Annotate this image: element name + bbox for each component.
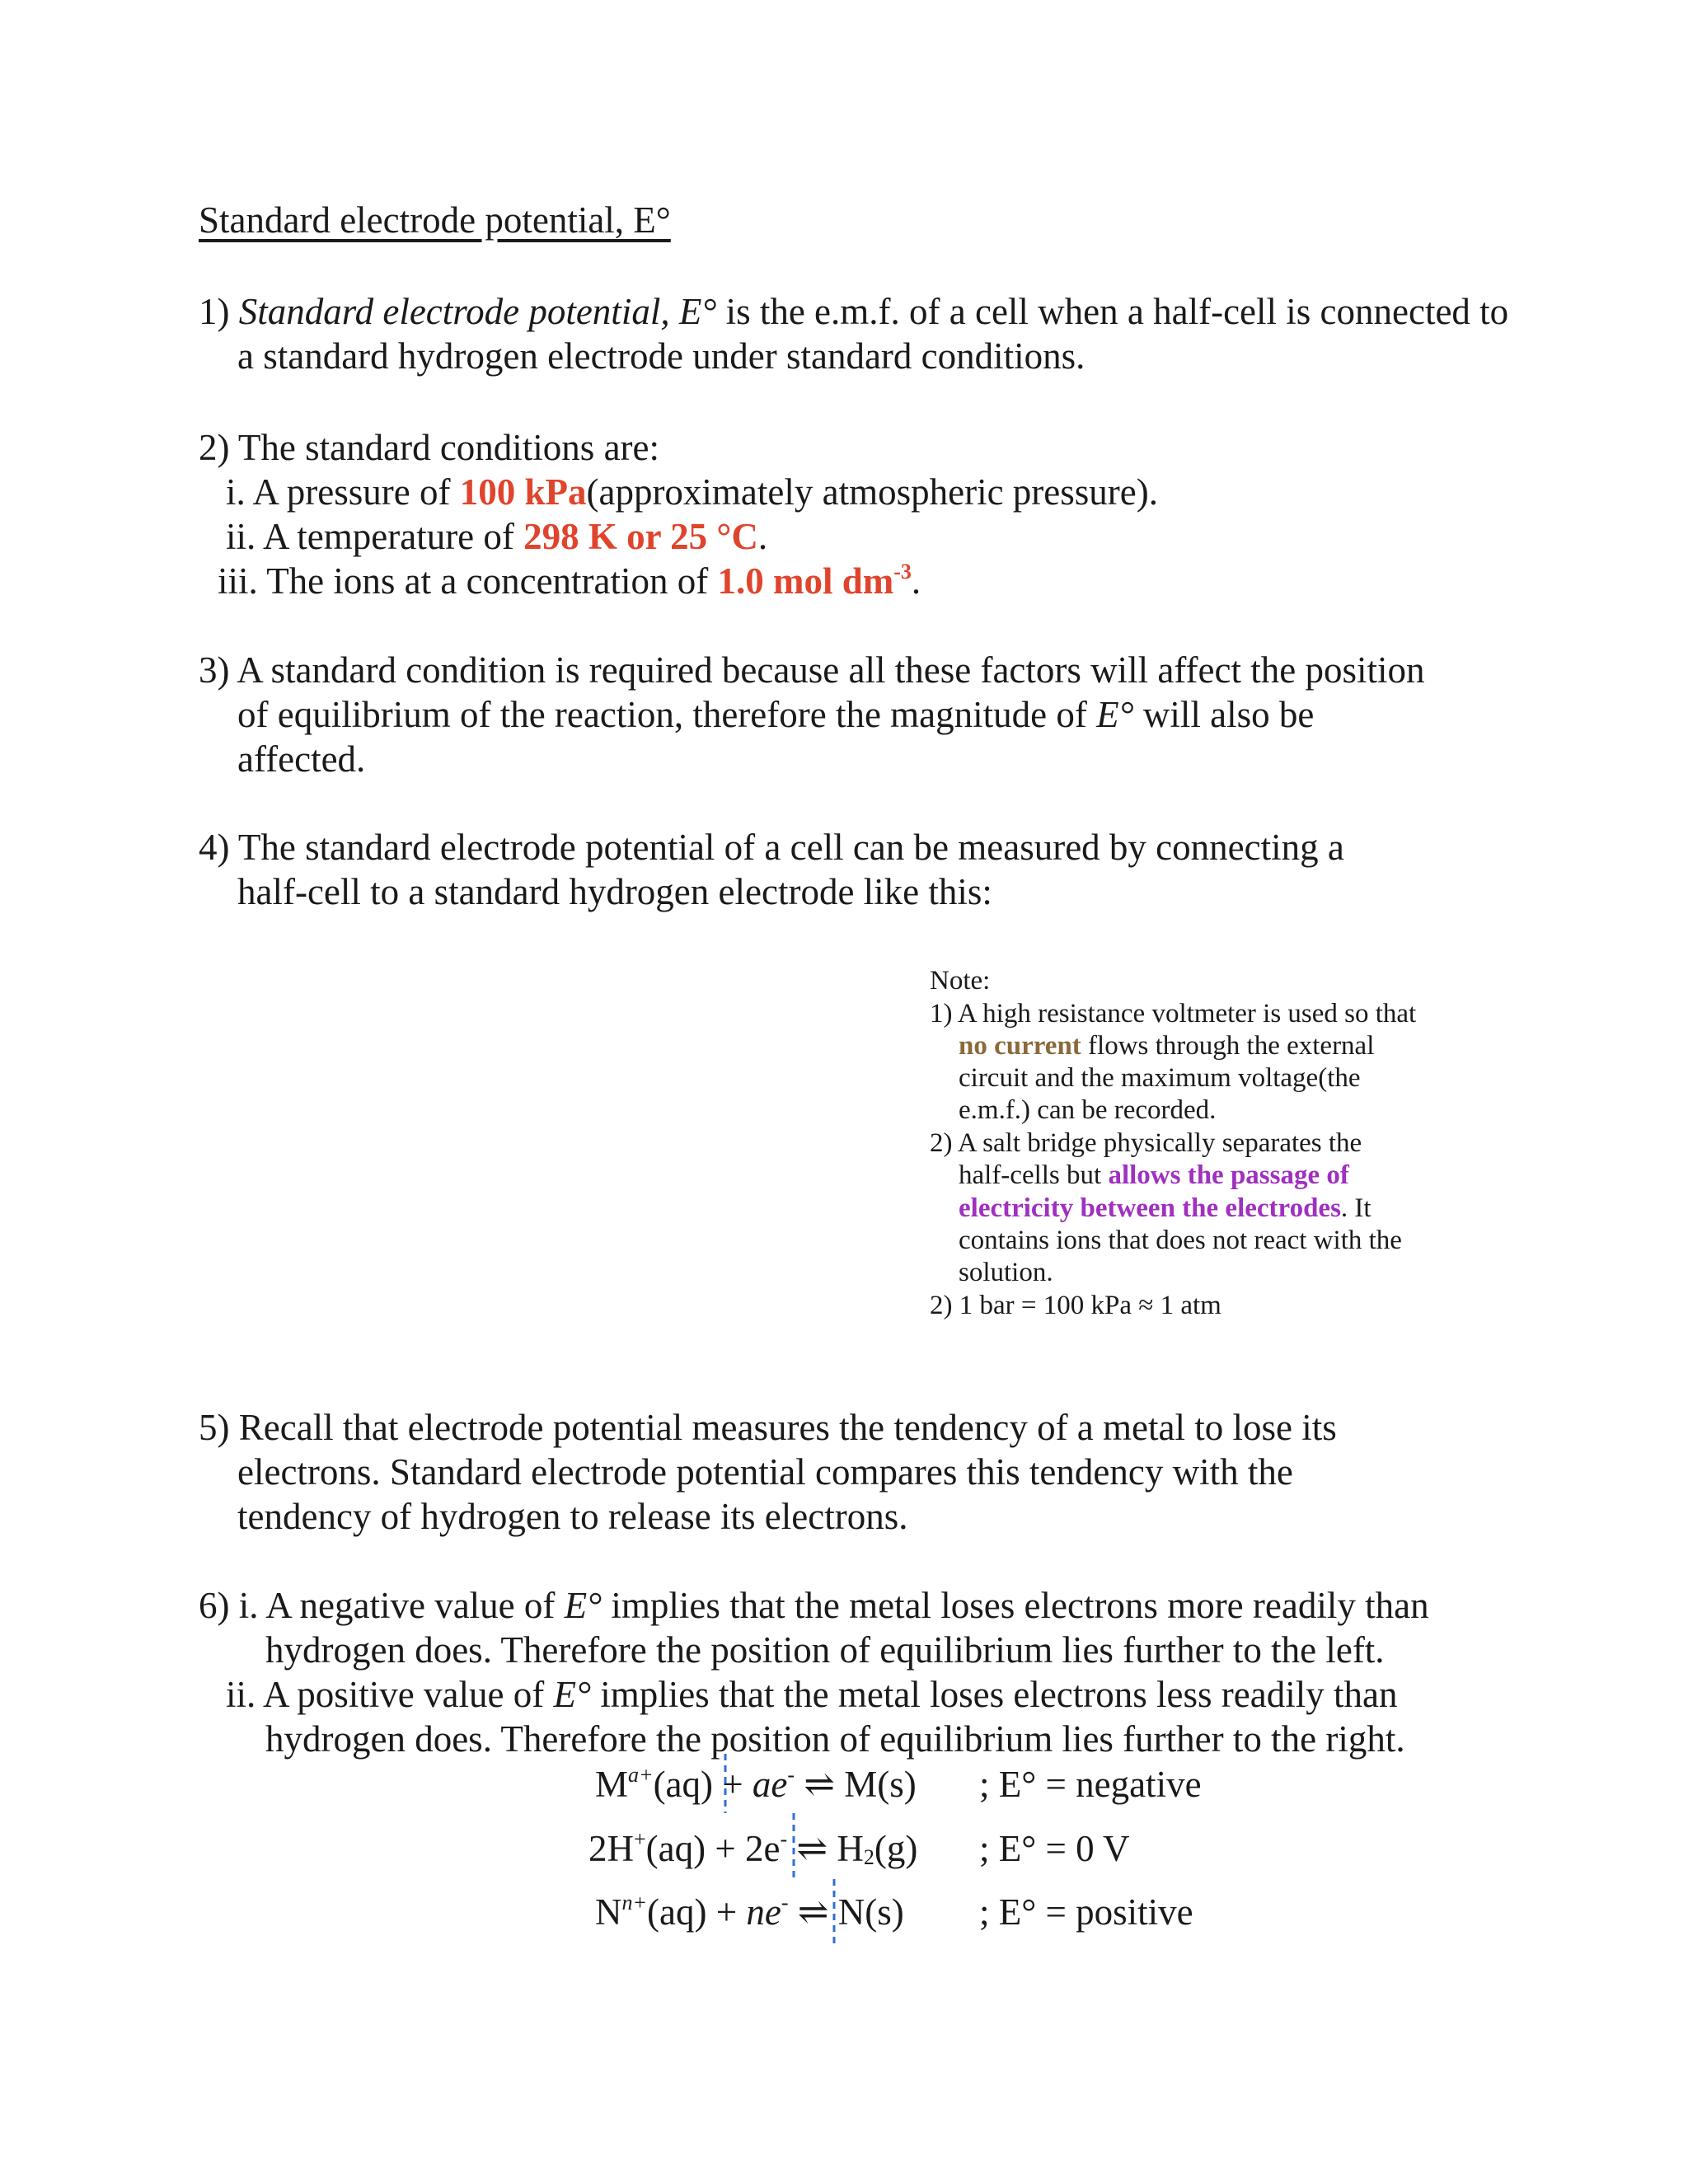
concentration-value: 1.0 mol $dm^{-3}$ — [717, 560, 912, 602]
equilibrium-arrow: ⇌ — [797, 1891, 829, 1933]
point-5-line-3: tendency of hydrogen to release its electrons. — [237, 1496, 908, 1537]
equation-hydrogen-result: ; E° = 0 V — [979, 1828, 1130, 1869]
note-2-line-3: electricity between the electrodes. It — [959, 1193, 1372, 1223]
equation-metal-m: $M^{a+}(aq) + ae^-$ ⇌ M(s) — [595, 1763, 917, 1805]
point-2-intro: 2) The standard conditions are: — [199, 427, 660, 468]
pressure-value: 100 kPa — [459, 471, 587, 513]
note-2-line-5: solution. — [959, 1258, 1053, 1287]
point-3-line-2: of equilibrium of the reaction, therefore the magnitude of E° will also be — [237, 694, 1315, 735]
condition-pressure: i. A pressure of 100 kPa(approximately atmospheric pressure). — [226, 471, 1158, 513]
point-1-line-2: a standard hydrogen electrode under standard conditions. — [237, 335, 1085, 377]
note-1-line-1: 1) A high resistance voltmeter is used so that — [930, 999, 1417, 1029]
point-3-line-1: 3) A standard condition is required because all these factors will affect the position — [199, 649, 1425, 691]
note-3: 2) 1 bar = 100 kPa ≈ 1 atm — [930, 1291, 1221, 1320]
note-2-line-2: half-cells but allows the passage of — [959, 1160, 1349, 1190]
salt-bridge-highlight-1: allows the passage of — [1108, 1160, 1349, 1190]
no-current-highlight: no current — [959, 1031, 1081, 1061]
point-6-i-line-1: 6) i. A negative value of E° implies that the metal loses electrons more readily than — [199, 1585, 1429, 1626]
point-6-ii-line-2: hydrogen does. Therefore the position of equilibrium lies further to the right. — [265, 1718, 1405, 1760]
e-standard-symbol: E° — [678, 291, 717, 332]
point-4-line-1: 4) The standard electrode potential of a cell can be measured by connecting a — [199, 827, 1344, 868]
equilibrium-arrow: ⇌ — [804, 1764, 836, 1805]
page-title: Standard electrode potential, E° — [199, 199, 671, 241]
note-heading: Note: — [930, 966, 991, 996]
equation-metal-n-result: ; E° = positive — [979, 1891, 1193, 1933]
equation-metal-n: $N^{n+}(aq) + ne^-$ ⇌ N(s) — [595, 1891, 904, 1933]
note-2-line-4: contains ions that does not react with the — [959, 1226, 1402, 1255]
note-1-line-2: no current flows through the external — [959, 1031, 1375, 1061]
note-1-line-4: e.m.f.) can be recorded. — [959, 1095, 1217, 1125]
salt-bridge-highlight-2: electricity between the electrodes — [959, 1193, 1341, 1223]
term-standard-electrode-potential: Standard electrode potential, — [238, 291, 670, 332]
equation-metal-m-result: ; E° = negative — [979, 1764, 1202, 1805]
temperature-value: 298 K or 25 °C — [523, 516, 758, 557]
condition-concentration: iii. The ions at a concentration of 1.0 mol $dm^{-3}$. — [218, 560, 921, 602]
point-6-i-line-2: hydrogen does. Therefore the position of equilibrium lies further to the left. — [265, 1629, 1385, 1671]
note-1-line-3: circuit and the maximum voltage(the — [959, 1063, 1361, 1093]
note-2-line-1: 2) A salt bridge physically separates the — [930, 1128, 1362, 1158]
equation-hydrogen: 2H+(aq) + 2e- ⇌ $H_2(g)$ — [588, 1827, 918, 1869]
point-3-line-3: affected. — [237, 738, 366, 780]
point-1-line-1: 1) Standard electrode potential, E° is the e.m.f. of a cell when a half-cell is connected to — [199, 291, 1509, 332]
equilibrium-arrow: ⇌ — [796, 1828, 828, 1869]
point-4-line-2: half-cell to a standard hydrogen electrode like this: — [237, 871, 992, 912]
point-5-line-2: electrons. Standard electrode potential compares this tendency with the — [237, 1451, 1293, 1493]
condition-temperature: ii. A temperature of 298 K or 25 °C. — [226, 516, 768, 557]
point-6-ii-line-1: ii. A positive value of E° implies that the metal loses electrons less readily than — [226, 1674, 1398, 1715]
point-5-line-1: 5) Recall that electrode potential measures the tendency of a metal to lose its — [199, 1407, 1337, 1448]
